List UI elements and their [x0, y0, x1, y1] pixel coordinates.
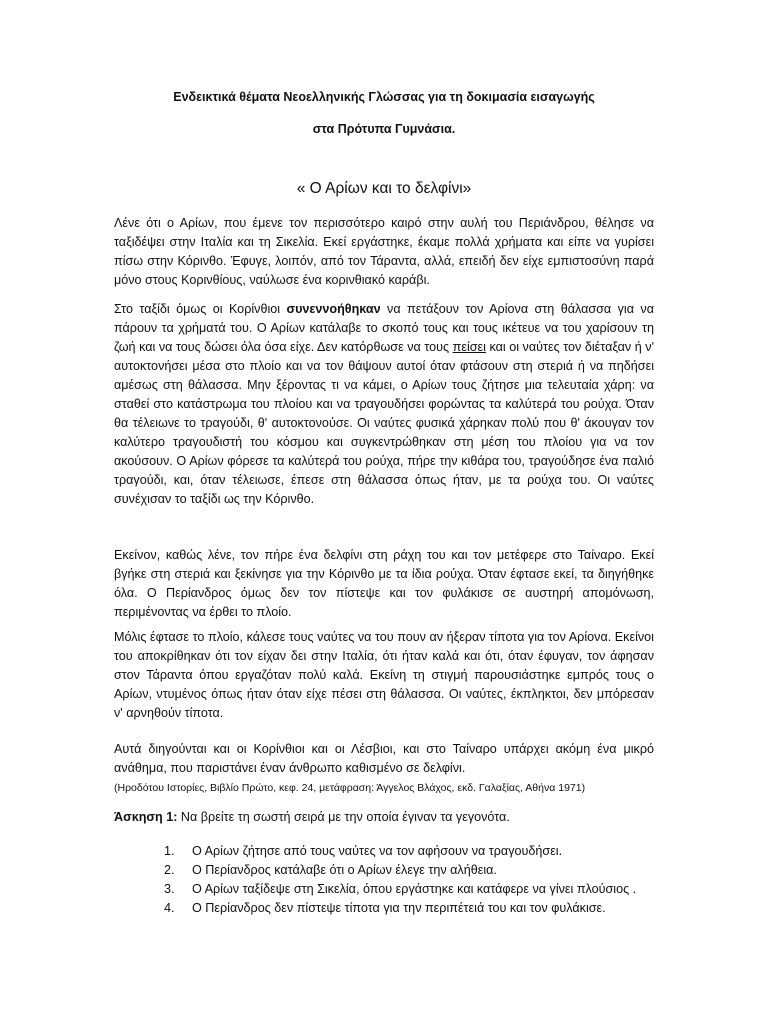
header-line-2: στα Πρότυπα Γυμνάσια. [312, 122, 456, 136]
story-title: « Ο Αρίων και το δελφίνι» [296, 180, 472, 197]
paragraph-2-text-e: και οι ναύτες τον διέταξαν ή ν' αυτοκτονήσει μέσα στο πλοίο και να τον θάψουν αυτοί όταν φτάσουν στη στεριά ή να πηδήσει αμέσως στη θάλασσα. Μην ξέροντας τι να κάμει, ο Αρίων τους ζήτησε μια τελευταία χάρη: να σταθεί στο κατάστρωμα του πλοίου και να τραγουδήσει φορώντας τα καλύτερά του ρούχα. Όταν θα τέλειωνε το τραγούδι, θ' αυτοκτονούσε. Οι ναύτες φυσικά χάρηκαν πολύ που θ' άκουγαν τον καλύτερο τραγουδιστή του κόσμου και συγκεντρώθηκαν στη μέση του πλοίου για να τον ακούσουν. Ο Αρίων φόρεσε τα καλύτερά του ρούχα, πήρε την κιθάρα του, τραγούδησε ένα παλιό τραγούδι, και, όταν τέλειωσε, έπεσε στη θάλασσα όπως ήταν, με τα ρούχα του. Οι ναύτες συνέχισαν το ταξίδι ως την Κόρινθο. [114, 340, 654, 506]
underlined-word-peisei: πείσει [452, 340, 486, 354]
exercise-instruction: Να βρείτε τη σωστή σειρά με την οποία έγιναν τα γεγονότα. [177, 810, 510, 824]
paragraph-2 [114, 300, 654, 509]
paragraph-5: Αυτά διηγούνται και οι Κορίνθιοι και οι Λέσβιοι, και στο Ταίναρο υπάρχει ακόμη ένα μικρό ανάθημα, που παριστάνει έναν άνθρωπο καθισμένο σε δελφίνι. [114, 742, 654, 775]
list-item-text: Ο Αρίων ζήτησε από τους ναύτες να τον αφήσουν να τραγουδήσει. [192, 844, 563, 858]
bold-word-synennoithikan: συνεννοήθηκαν [286, 302, 381, 316]
paragraph-2-text-c: να πετάξουν τον Αρίονα στη θάλασσα για να πάρουν τα χρήματά του. Ο Αρίων κατάλαβε το σκοπό τους και τους ικέτευε να του χαρίσουν τη ζωή και να τους δώσει όλα όσα είχε. Δεν κατόρθωσε να τους [114, 302, 654, 354]
list-item [164, 861, 664, 880]
list-item-text: Ο Περίανδρος δεν πίστεψε τίποτα για την περιπέτειά του και τον φυλάκισε. [192, 901, 606, 915]
paragraph-1: Λένε ότι ο Αρίων, που έμενε τον περισσότερο καιρό στην αυλή του Περιάνδρου, θέλησε να ταξιδέψει στην Ιταλία και τη Σικελία. Εκεί εργάστηκε, έκαμε πολλά χρήματα και είπε να γυρίσει πίσω στην Κόρινθο. Έφυγε, λοιπόν, από τον Τάραντα, αλλά, επειδή δεν είχε εμπιστοσύνη παρά μόνο στους Κορινθίους, ναύλωσε ένα κορινθιακό καράβι. [114, 216, 654, 287]
exercise-list [164, 842, 664, 918]
list-item-number: 3. [164, 882, 175, 896]
header-line-1: Ενδεικτικά θέματα Νεοελληνικής Γλώσσας για τη δοκιμασία εισαγωγής [173, 90, 595, 104]
list-item [164, 899, 664, 918]
list-item [164, 880, 664, 899]
paragraph-4: Μόλις έφτασε το πλοίο, κάλεσε τους ναύτες να του πουν αν ήξεραν τίποτα για τον Αρίονα. Εκείνοι του αποκρίθηκαν ότι τον είχαν δει στην Ιταλία, ότι ήταν καλά και ότι, όταν έφυγαν, τον άφησαν στον Τάραντα όπου εργαζόταν πολύ καλά. Εκείνη τη στιγμή παρουσιάστηκε εμπρός τους ο Αρίων, ντυμένος όπως ήταν όταν είχε πέσει στη θάλασσα. Οι ναύτες, έκπληκτοι, δεν μπόρεσαν ν' αρνηθούν τίποτα. [114, 630, 654, 720]
paragraph-3: Εκείνον, καθώς λένε, τον πήρε ένα δελφίνι στη ράχη του και τον μετέφερε στο Ταίναρο. Εκεί βγήκε στη στεριά και ξεκίνησε για την Κόρινθο με τα ίδια ρούχα. Όταν έφτασε εκεί, τα διηγήθηκε όλα. Ο Περίανδρος όμως δεν τον πίστεψε και τον φυλάκισε σε αυστηρή απομόνωση, περιμένοντας να έρθει το πλοίο. [114, 548, 654, 619]
list-item-number: 4. [164, 901, 175, 915]
list-item-text: Ο Περίανδρος κατάλαβε ότι ο Αρίων έλεγε την αλήθεια. [192, 863, 497, 877]
list-item-text: Ο Αρίων ταξίδεψε στη Σικελία, όπου εργάστηκε και κατάφερε να γίνει πλούσιος . [192, 882, 637, 896]
list-item [164, 842, 664, 861]
list-item-number: 2. [164, 863, 175, 877]
paragraph-2-text-a: Στο ταξίδι όμως οι Κορίνθιοι [114, 302, 287, 316]
source-citation: (Ηροδότου Ιστορίες, Βιβλίο Πρώτο, κεφ. 24, μετάφραση: Άγγελος Βλάχος, εκδ. Γαλαξίας, Αθήνα 1971) [114, 782, 586, 794]
exercise-heading [114, 810, 510, 824]
exercise-label: Άσκηση 1: [114, 810, 178, 824]
list-item-number: 1. [164, 844, 175, 858]
